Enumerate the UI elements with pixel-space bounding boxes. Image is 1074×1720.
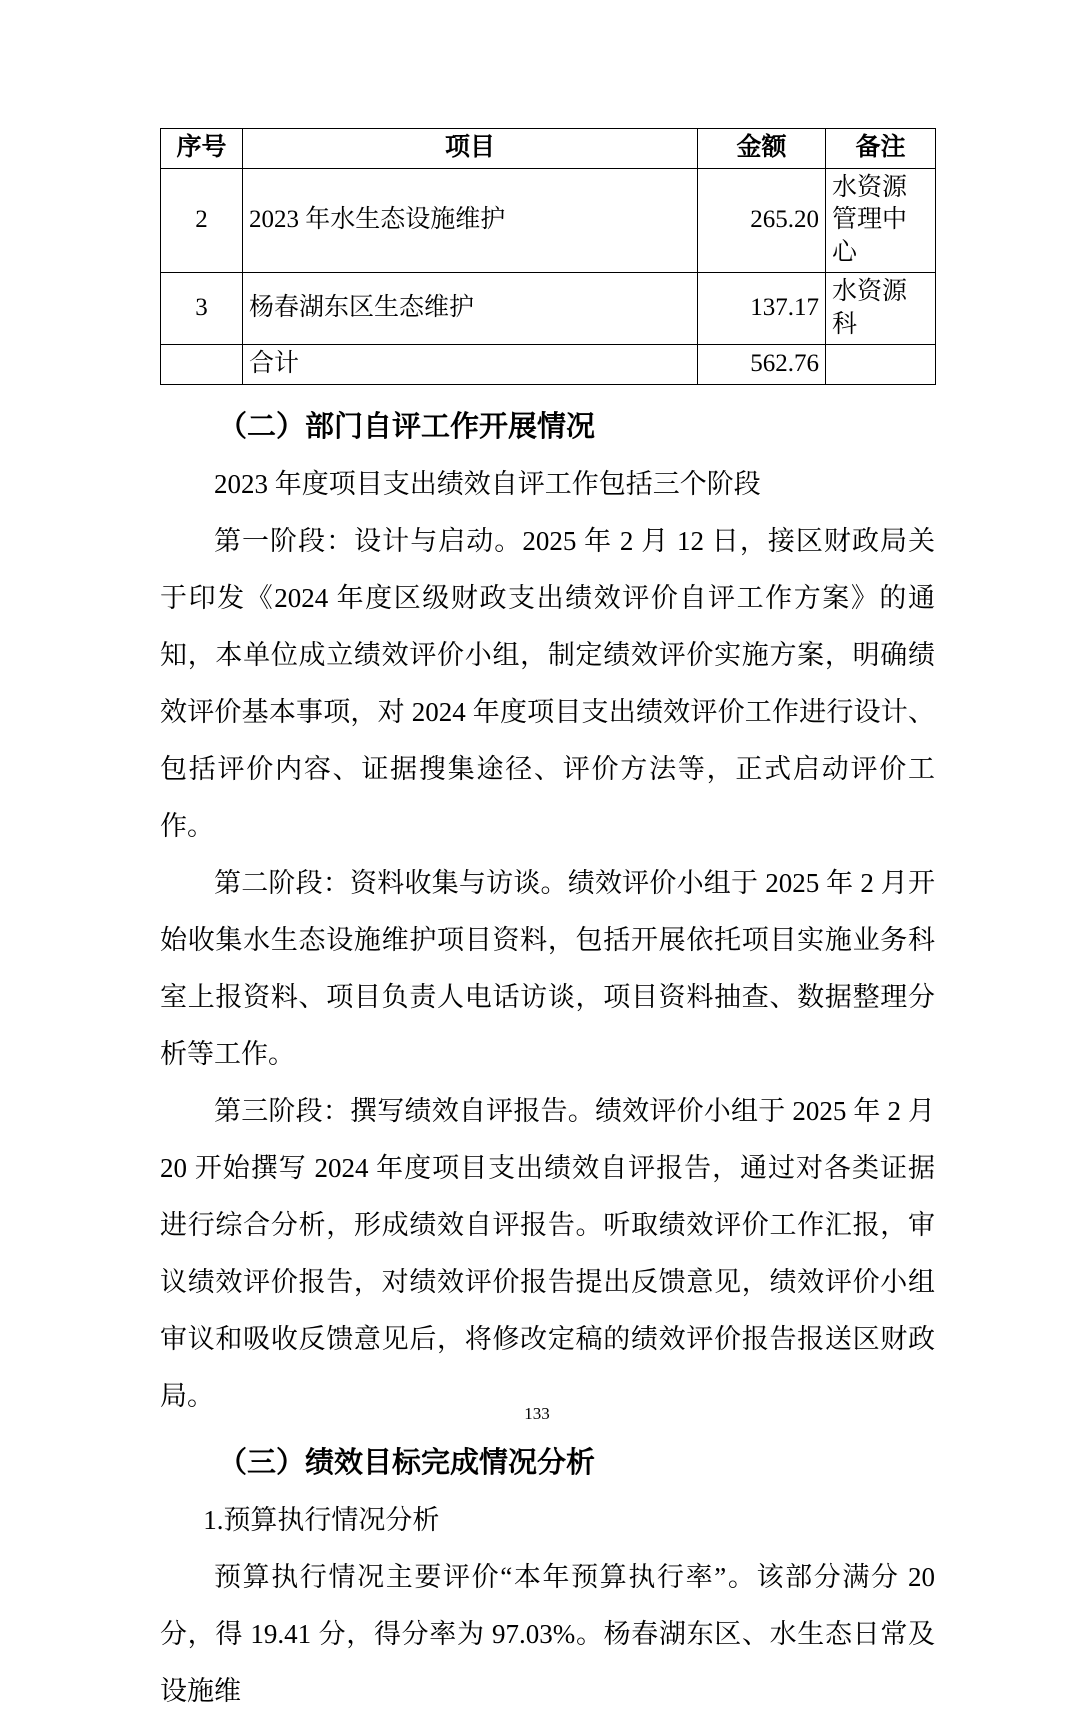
table-row xyxy=(161,168,936,273)
header-amount: 金额 xyxy=(698,129,826,169)
paragraph-stage-two: 第二阶段：资料收集与访谈。绩效评价小组于 2025 年 2 月开始收集水生态设施维护项目资料，包括开展依托项目实施业务科室上报资料、项目负责人电话访谈，项目资料抽查、数据整理分析等工作。 xyxy=(160,868,935,1069)
header-no: 序号 xyxy=(161,129,243,169)
section-heading-performance-analysis: （三）绩效目标完成情况分析 xyxy=(218,1447,596,1479)
header-note: 备注 xyxy=(826,129,936,169)
paragraph-budget-analysis-title: 1.预算执行情况分析 xyxy=(203,1505,440,1535)
table-header-row xyxy=(161,129,936,169)
paragraph-stage-one: 第一阶段：设计与启动。2025 年 2 月 12 日，接区财政局关于印发《2024 年度区级财政支出绩效评价自评工作方案》的通知，本单位成立绩效评价小组，制定绩效评价实施方案，明确绩效评价基本事项，对 2024 年度项目支出绩效评价工作进行设计、包括评价内容、证据搜集途径、评价方法等，正式启动评价工作。 xyxy=(160,526,935,841)
section-heading-self-evaluation: （二）部门自评工作开展情况 xyxy=(218,411,596,443)
cell-item: 合计 xyxy=(243,345,698,385)
paragraph-budget-analysis: 预算执行情况主要评价“本年预算执行率”。该部分满分 20 分，得 19.41 分，得分率为 97.03%。杨春湖东区、水生态日常及设施维 xyxy=(160,1562,935,1706)
cell-amount: 562.76 xyxy=(698,345,826,385)
page-number: 133 xyxy=(524,1404,550,1423)
table-row-total xyxy=(161,345,936,385)
cell-no: 2 xyxy=(161,168,243,273)
header-item: 项目 xyxy=(243,129,698,169)
paragraph-stages-intro: 2023 年度项目支出绩效自评工作包括三个阶段 xyxy=(214,469,761,499)
document-body xyxy=(160,399,935,1720)
expense-table xyxy=(160,128,936,385)
cell-no: 3 xyxy=(161,273,243,345)
cell-no xyxy=(161,345,243,385)
cell-note xyxy=(826,345,936,385)
cell-item: 杨春湖东区生态维护 xyxy=(243,273,698,345)
cell-amount: 265.20 xyxy=(698,168,826,273)
cell-amount: 137.17 xyxy=(698,273,826,345)
paragraph-stage-three: 第三阶段：撰写绩效自评报告。绩效评价小组于 2025 年 2 月 20 开始撰写 2024 年度项目支出绩效自评报告，通过对各类证据进行综合分析，形成绩效自评报告。听取绩效评价工作汇报，审议绩效评价报告，对绩效评价报告提出反馈意见，绩效评价小组审议和吸收反馈意见后，将修改定稿的绩效评价报告报送区财政局。 xyxy=(160,1096,935,1411)
table-row xyxy=(161,273,936,345)
cell-note: 水资源科 xyxy=(826,273,936,345)
cell-note: 水资源管理中心 xyxy=(826,168,936,273)
cell-item: 2023 年水生态设施维护 xyxy=(243,168,698,273)
